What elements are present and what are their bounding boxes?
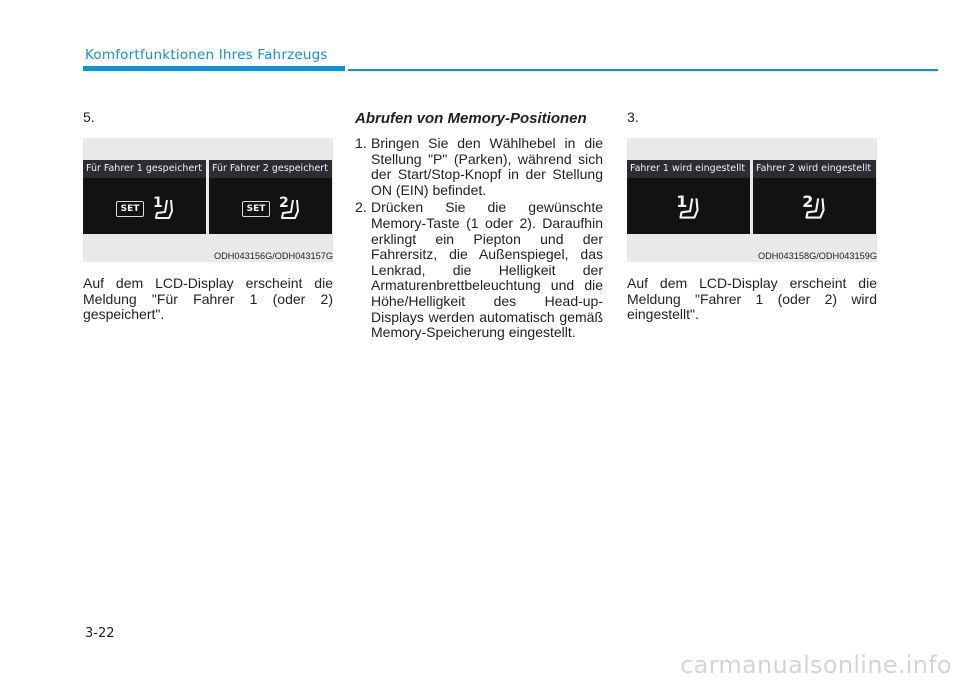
lcd-message: Für Fahrer 2 gespeichert xyxy=(209,160,332,178)
watermark: carmanualsonline.info xyxy=(680,651,952,679)
lcd-message: Fahrer 1 wird eingestellt xyxy=(627,160,750,178)
header-rule-thin xyxy=(348,69,938,71)
header-rule-thick xyxy=(83,66,345,71)
seat-memory-number: 2 xyxy=(802,192,814,211)
lcd-panel-driver-2 xyxy=(209,160,332,234)
list-item-text: Bringen Sie den Wählhebel in die Stellung "P" (Parken), während sich der Start/Stop-Knopf in der Stellung ON (EIN) befindet. xyxy=(371,135,603,198)
lcd-message: Fahrer 2 wird eingestellt xyxy=(753,160,876,178)
seat-memory-1-icon xyxy=(673,192,705,224)
seat-memory-1-icon xyxy=(149,194,179,224)
lcd-figure-saved xyxy=(83,138,333,262)
seat-memory-2-icon xyxy=(799,192,831,224)
page-number: 3-22 xyxy=(85,626,115,641)
seat-memory-2-icon xyxy=(275,194,305,224)
list-item xyxy=(355,136,603,198)
lcd-panel-driver-1 xyxy=(83,160,206,234)
set-button-icon: SET xyxy=(242,201,270,217)
section-heading: Abrufen von Memory-Positionen xyxy=(355,110,587,127)
column-2 xyxy=(355,110,603,343)
column-3 xyxy=(627,110,877,323)
lcd-figure-adjusting xyxy=(627,138,877,262)
set-button-icon: SET xyxy=(116,201,144,217)
step-number: 5. xyxy=(83,109,95,125)
figure-caption: ODH043158G/ODH043159G xyxy=(758,251,877,261)
paragraph: Auf dem LCD-Display erscheint die Meldung "Für Fahrer 1 (oder 2) gespeichert". xyxy=(83,275,333,323)
section-title: Komfortfunktionen Ihres Fahrzeugs xyxy=(85,47,328,63)
list-item-number: 1. xyxy=(355,135,367,151)
figure-caption: ODH043156G/ODH043157G xyxy=(214,251,333,261)
step-number: 3. xyxy=(627,109,639,125)
lcd-panel-driver-1 xyxy=(627,160,750,234)
seat-memory-number: 1 xyxy=(153,195,163,211)
list-item xyxy=(355,200,603,340)
column-1 xyxy=(83,110,333,323)
lcd-panel-driver-2 xyxy=(753,160,876,234)
seat-memory-number: 1 xyxy=(676,192,688,211)
lcd-message: Für Fahrer 1 gespeichert xyxy=(83,160,206,178)
paragraph: Auf dem LCD-Display erscheint die Meldung "Fahrer 1 (oder 2) wird eingestellt". xyxy=(627,275,877,323)
seat-memory-number: 2 xyxy=(279,195,289,211)
list-item-text: Drücken Sie die gewünschte Memory-Taste (1 oder 2). Daraufhin erklingt ein Piepton und der Fahrersitz, die Außenspiegel, das Lenkrad, die Helligkeit der Armaturenbrettbeleuchtung und die Höhe/Helligkeit des Head-up-Displays werden automatisch gemäß Memory-Speicherung eingestellt. xyxy=(371,199,603,341)
list-item-number: 2. xyxy=(355,199,367,216)
